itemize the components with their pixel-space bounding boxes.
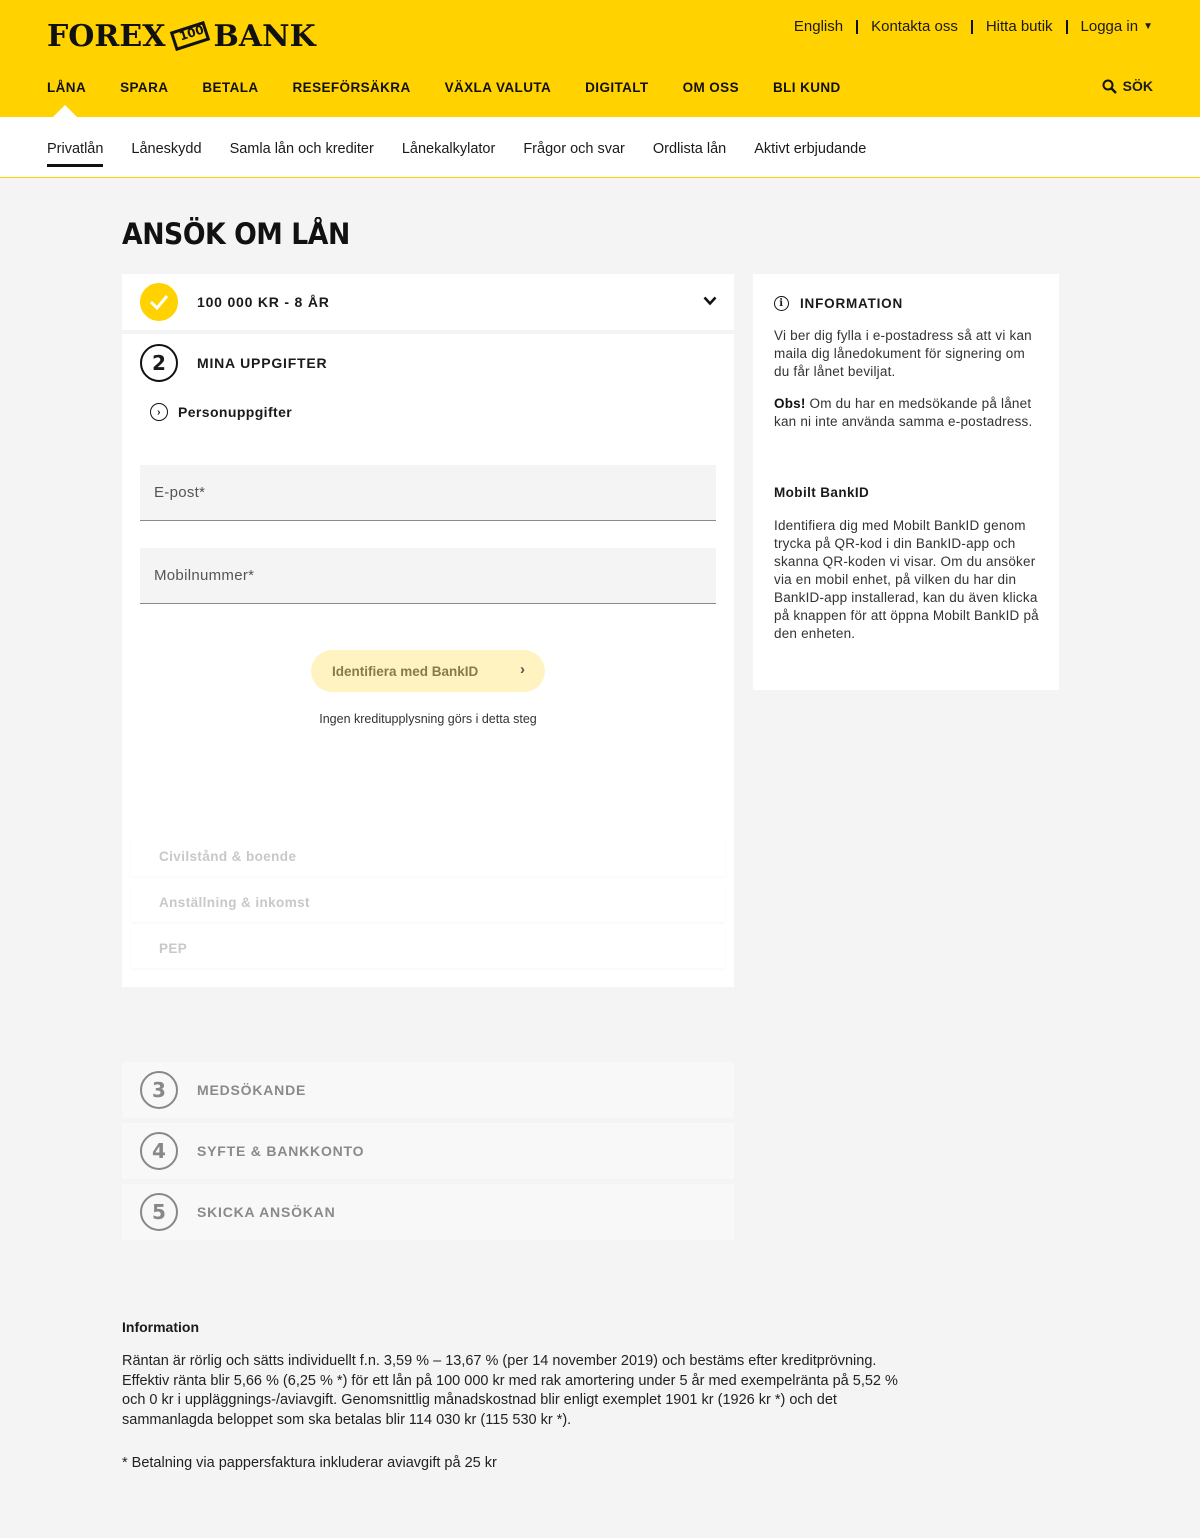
nav-digitalt[interactable]: DIGITALT <box>585 80 649 95</box>
divider <box>971 20 973 34</box>
obs-body: Om du har en medsökande på lånet kan ni inte använda samma e-postadress. <box>774 396 1033 429</box>
sub-nav <box>0 117 1200 178</box>
find-store-link[interactable]: Hitta butik <box>985 18 1053 35</box>
logo-mark-text: 100 <box>176 22 206 44</box>
banknote-icon <box>168 21 212 51</box>
step-5-panel <box>122 1184 734 1240</box>
nav-betala[interactable]: BETALA <box>202 80 259 95</box>
step-4-panel <box>122 1123 734 1179</box>
logo-text-left: FOREX <box>47 18 166 54</box>
login-link[interactable]: Logga in <box>1080 18 1139 35</box>
step-2-number: 2 <box>140 344 178 382</box>
info-icon: i <box>774 296 789 311</box>
top-links <box>794 18 1153 35</box>
footer-info-text: Räntan är rörlig och sätts individuellt f.n. 3,59 % – 13,67 % (per 14 november 2019) och bestäms efter kreditprövning. Effektiv ränta blir 5,66 % (6,25 % *) för ett lån på 100 000 kr med rak amortering under 5 år med exempelränta på 5,52 % och 0 kr i uppläggnings-/aviavgift. Genomsnittlig månadskostnad blir enligt exemplet 1901 kr (1926 kr *) och det sammanlagda beloppet som ska betalas blir 114 030 kr (115 530 kr *). <box>122 1353 898 1428</box>
chevron-right-icon: › <box>150 403 168 421</box>
step-1-panel[interactable] <box>122 274 734 330</box>
nav-vaxla-valuta[interactable]: VÄXLA VALUTA <box>444 80 552 95</box>
logo-text-right: BANK <box>213 18 316 54</box>
step-3-label: MEDSÖKANDE <box>197 1082 307 1098</box>
bankid-heading: Mobilt BankID <box>774 485 870 500</box>
step-1-label: 100 000 KR - 8 ÅR <box>197 294 330 310</box>
nav-om-oss[interactable]: OM OSS <box>682 80 739 95</box>
page-title: ANSÖK OM LÅN <box>122 217 350 251</box>
info-email-text: Vi ber dig fylla i e-postadress så att vi kan maila dig lånedokument för signering om du får lånet beviljat. <box>774 328 1032 379</box>
step-4-label: SYFTE & BANKKONTO <box>197 1143 365 1159</box>
substep-personuppgifter[interactable] <box>150 403 292 421</box>
substep-pep: PEP <box>131 928 725 968</box>
language-link[interactable]: English <box>793 18 844 35</box>
checkmark-icon <box>140 283 178 321</box>
step-3-panel <box>122 1062 734 1118</box>
chevron-down-icon[interactable]: ▼ <box>1143 21 1153 32</box>
step-4-number: 4 <box>140 1132 178 1170</box>
footer-info-heading: Information <box>122 1319 199 1335</box>
subnav-aktivt-erbjudande[interactable]: Aktivt erbjudande <box>754 141 867 157</box>
chevron-right-icon: › <box>520 661 525 678</box>
email-input[interactable] <box>140 465 716 520</box>
divider <box>856 20 858 34</box>
substep-civilstand: Civilstånd & boende <box>131 836 725 876</box>
obs-label: Obs! <box>774 396 806 411</box>
step-5-number: 5 <box>140 1193 178 1231</box>
info-obs-text <box>774 395 1040 431</box>
mobile-input[interactable] <box>140 548 716 603</box>
subnav-privatlan[interactable]: Privatlån <box>47 141 104 157</box>
site-header <box>0 0 1200 117</box>
divider <box>1066 20 1068 34</box>
main-nav <box>47 80 875 95</box>
no-credit-check-note: Ingen kreditupplysning görs i detta steg <box>319 712 537 726</box>
nav-reseforsakra[interactable]: RESEFÖRSÄKRA <box>292 80 411 95</box>
subnav-ordlista[interactable]: Ordlista lån <box>652 141 727 157</box>
search-label: SÖK <box>1122 78 1153 94</box>
chevron-down-icon[interactable] <box>703 296 717 306</box>
substep-label: Personuppgifter <box>178 404 293 420</box>
mobile-field[interactable] <box>140 548 716 604</box>
step-2-label: MINA UPPGIFTER <box>197 355 328 371</box>
nav-spara[interactable]: SPARA <box>120 80 169 95</box>
step-3-number: 3 <box>140 1071 178 1109</box>
subnav-fragor-och-svar[interactable]: Frågor och svar <box>523 141 625 157</box>
subnav-laneskydd[interactable]: Låneskydd <box>131 141 202 157</box>
bankid-info-text: Identifiera dig med Mobilt BankID genom trycka på QR-kod i din BankID-app och skanna QR-koden vi visar. Om du ansöker via en mobil enhet, på vilken du har din BankID-app installerad, kan du även klicka på knappen för att öppna Mobilt BankID på den enheten. <box>774 518 1039 641</box>
search-button[interactable] <box>1102 78 1153 94</box>
forex-bank-logo[interactable] <box>47 16 316 56</box>
subnav-lanekalkylator[interactable]: Lånekalkylator <box>401 141 496 157</box>
contact-link[interactable]: Kontakta oss <box>871 18 958 35</box>
bankid-button-label: Identifiera med BankID <box>332 663 479 679</box>
footer-note: * Betalning via pappersfaktura inkluderar aviavgift på 25 kr <box>122 1455 497 1471</box>
subnav-samla-lan[interactable]: Samla lån och krediter <box>229 141 374 157</box>
identify-bankid-button[interactable] <box>311 650 545 692</box>
nav-bli-kund[interactable]: BLI KUND <box>773 80 841 95</box>
email-field[interactable] <box>140 465 716 521</box>
substep-anstallning: Anställning & inkomst <box>131 882 725 922</box>
nav-lana[interactable]: LÅNA <box>47 80 87 95</box>
info-title <box>774 296 903 311</box>
search-icon <box>1102 79 1117 94</box>
step-5-label: SKICKA ANSÖKAN <box>197 1204 336 1220</box>
info-title-text: INFORMATION <box>800 296 904 311</box>
